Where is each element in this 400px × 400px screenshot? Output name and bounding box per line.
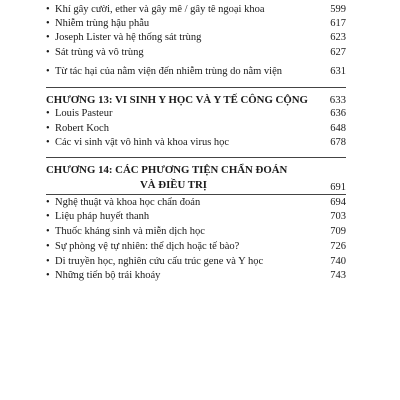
bullet: • xyxy=(46,256,50,267)
toc-entry-title: Di truyền học, nghiên cứu cấu trúc gene và Y học xyxy=(55,256,264,267)
toc-entry-page: 617 xyxy=(330,18,346,29)
toc-entry-title: Robert Koch xyxy=(55,123,109,134)
toc-entry-title: Khí gây cười, ether và gây mê / gây tê ngoại khoa xyxy=(55,4,265,15)
toc-entry-page: 636 xyxy=(330,108,346,119)
chapter-heading xyxy=(46,93,346,107)
toc-entry-title: Những tiến bộ trái khoáy xyxy=(55,270,161,281)
toc-entry-title: Sát trùng và vô trùng xyxy=(55,47,144,58)
toc-entry-title: Liệu pháp huyết thanh xyxy=(55,211,150,222)
bullet: • xyxy=(46,270,50,281)
toc-entry-title: Các vi sinh vật vô hình và khoa virus học xyxy=(55,137,230,148)
toc-entry xyxy=(46,196,346,210)
toc-entry-page: 694 xyxy=(330,197,346,208)
chapter-title: CHƯƠNG 13: VI SINH Y HỌC VÀ Y TẾ CÔNG CỘNG xyxy=(46,94,308,106)
toc-entry xyxy=(46,46,346,60)
toc-entry-title: Sự phòng vệ tự nhiên: thể dịch hoặc tế bào? xyxy=(55,241,240,252)
bullet: • xyxy=(46,241,50,252)
toc-entry xyxy=(46,122,346,136)
chapter-title-line1: CHƯƠNG 14: CÁC PHƯƠNG TIỆN CHẨN ĐOÁN xyxy=(46,164,288,176)
toc-entry-page: 627 xyxy=(330,47,346,58)
toc-entry-page: 709 xyxy=(330,226,346,237)
bullet: • xyxy=(46,137,50,148)
toc-entry xyxy=(46,17,346,31)
bullet: • xyxy=(46,108,50,119)
toc-entry-title: Thuốc kháng sinh và miễn dịch học xyxy=(55,226,205,237)
bullet: • xyxy=(46,123,50,134)
chapter-page: 633 xyxy=(329,94,346,106)
section-divider xyxy=(46,87,346,88)
section-divider xyxy=(46,157,346,158)
toc-entry xyxy=(46,31,346,45)
bullet: • xyxy=(46,226,50,237)
bullet: • xyxy=(46,66,50,77)
toc-entry-page: 648 xyxy=(330,123,346,134)
toc-entry-page: 726 xyxy=(330,241,346,252)
toc-entry xyxy=(46,269,346,283)
toc-entry-page: 703 xyxy=(330,211,346,222)
bullet: • xyxy=(46,197,50,208)
toc-entry xyxy=(46,3,346,17)
toc-entry-page: 743 xyxy=(330,270,346,281)
bullet: • xyxy=(46,47,50,58)
section-divider xyxy=(46,194,346,195)
chapter-page: 691 xyxy=(330,182,346,193)
toc-entry-title: Nghệ thuật và khoa học chẩn đoán xyxy=(55,197,201,208)
toc-entry xyxy=(46,65,346,79)
bullet: • xyxy=(46,4,50,15)
toc-entry xyxy=(46,255,346,269)
toc-entry-title: Từ tác hại của nằm viện đến nhiễm trùng do nằm viện xyxy=(55,66,282,77)
toc-entry xyxy=(46,107,346,121)
toc-entry xyxy=(46,136,346,150)
toc-entry-page: 678 xyxy=(330,137,346,148)
toc-entry-page: 623 xyxy=(330,32,346,43)
toc-entry-title: Nhiễm trùng hậu phẫu xyxy=(55,18,150,29)
toc-entry-page: 599 xyxy=(330,4,346,15)
chapter-heading xyxy=(46,163,346,177)
toc-entry xyxy=(46,210,346,224)
bullet: • xyxy=(46,18,50,29)
toc-entry xyxy=(46,240,346,254)
bullet: • xyxy=(46,211,50,222)
toc-entry-title: Joseph Lister và hệ thống sát trùng xyxy=(55,32,202,43)
chapter-title-line2: VÀ ĐIỀU TRỊ xyxy=(140,179,207,191)
toc-entry-page: 740 xyxy=(330,256,346,267)
toc-entry-title: Louis Pasteur xyxy=(55,108,113,119)
toc-entry xyxy=(46,225,346,239)
bullet: • xyxy=(46,32,50,43)
toc-entry-page: 631 xyxy=(330,66,346,77)
